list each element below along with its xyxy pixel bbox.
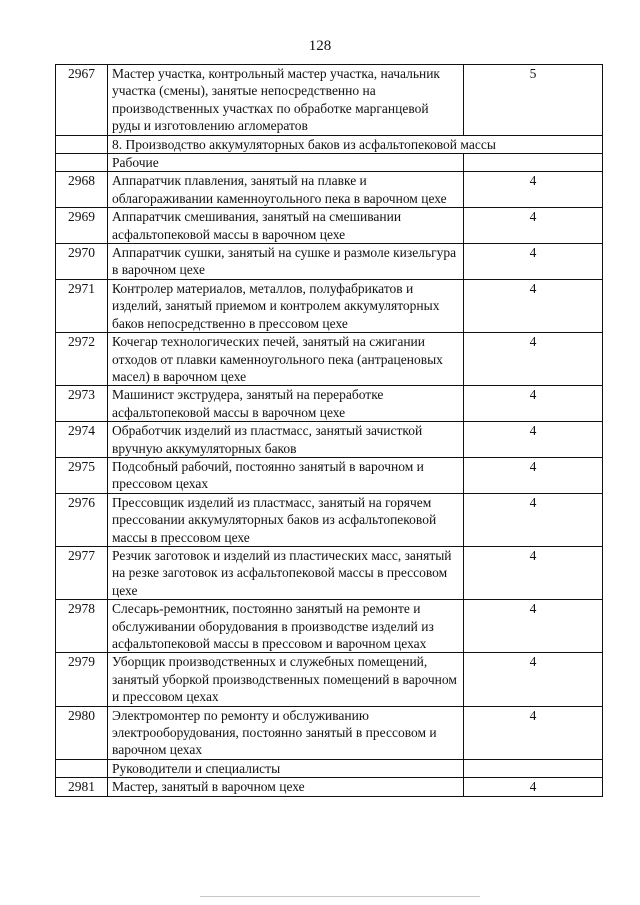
row-value: 4 [464, 208, 603, 244]
row-title: Электромонтер по ремонту и обслуживанию электрооборудования, постоянно занятый в прессовом и варочном цехах [108, 706, 464, 759]
table-row [56, 600, 603, 653]
section-row [56, 759, 603, 777]
row-title: Слесарь-ремонтник, постоянно занятый на ремонте и обслуживании оборудования в производстве изделий из асфальтопековой массы в прессовом и варочном цехах [108, 600, 464, 653]
row-value: 4 [464, 706, 603, 759]
row-title: Аппаратчик сушки, занятый на сушке и размоле кизельгура в варочном цехе [108, 244, 464, 280]
row-number: 2980 [56, 706, 108, 759]
document-table [55, 64, 603, 797]
row-value: 5 [464, 65, 603, 136]
empty-cell [464, 759, 603, 777]
row-number: 2975 [56, 457, 108, 493]
row-number: 2981 [56, 778, 108, 796]
table-row [56, 172, 603, 208]
row-value: 4 [464, 546, 603, 599]
row-title: Контролер материалов, металлов, полуфабрикатов и изделий, занятый приемом и контролем аккумуляторных баков непосредственно в прессовом цехе [108, 279, 464, 332]
table-row [56, 422, 603, 458]
table-row [56, 493, 603, 546]
row-number: 2972 [56, 333, 108, 386]
table-row [56, 386, 603, 422]
row-title: Мастер, занятый в варочном цехе [108, 778, 464, 796]
row-title: Обработчик изделий из пластмасс, занятый зачисткой вручную аккумуляторных баков [108, 422, 464, 458]
row-title: Прессовщик изделий из пластмасс, занятый на горячем прессовании аккумуляторных баков из асфальтопековой массы в прессовом цехе [108, 493, 464, 546]
row-number: 2978 [56, 600, 108, 653]
row-number: 2968 [56, 172, 108, 208]
empty-cell [56, 154, 108, 172]
row-title: Аппаратчик смешивания, занятый на смешивании асфальтопековой массы в варочном цехе [108, 208, 464, 244]
row-value: 4 [464, 333, 603, 386]
row-title: Уборщик производственных и служебных помещений, занятый уборкой производственных помещений в варочном и прессовом цехах [108, 653, 464, 706]
scan-edge-line [200, 896, 480, 897]
table-row [56, 546, 603, 599]
row-value: 4 [464, 457, 603, 493]
table-row [56, 457, 603, 493]
table-row [56, 65, 603, 136]
table-row [56, 706, 603, 759]
table-row [56, 279, 603, 332]
row-title: Кочегар технологических печей, занятый на сжигании отходов от плавки каменноугольного пека (антраценовых масел) в варочном цехе [108, 333, 464, 386]
empty-cell [56, 135, 108, 153]
table-row [56, 244, 603, 280]
row-title: Мастер участка, контрольный мастер участка, начальник участка (смены), занятые непосредственно на производственных участках по обработке марганцевой руды и изготовлению агломератов [108, 65, 464, 136]
row-title: Резчик заготовок и изделий из пластических масс, занятый на резке заготовок из асфальтопековой массы в прессовом цехе [108, 546, 464, 599]
row-value: 4 [464, 653, 603, 706]
row-number: 2970 [56, 244, 108, 280]
section-row [56, 135, 603, 153]
row-number: 2967 [56, 65, 108, 136]
section-row [56, 154, 603, 172]
row-value: 4 [464, 172, 603, 208]
row-number: 2979 [56, 653, 108, 706]
section-heading: 8. Производство аккумуляторных баков из асфальтопековой массы [108, 135, 603, 153]
table-row [56, 778, 603, 796]
table-body [56, 65, 603, 797]
table-row [56, 653, 603, 706]
row-value: 4 [464, 493, 603, 546]
row-number: 2969 [56, 208, 108, 244]
empty-cell [464, 154, 603, 172]
table-row [56, 208, 603, 244]
row-title: Подсобный рабочий, постоянно занятый в варочном и прессовом цехах [108, 457, 464, 493]
page-number: 128 [308, 38, 332, 54]
row-value: 4 [464, 422, 603, 458]
row-number: 2973 [56, 386, 108, 422]
row-value: 4 [464, 600, 603, 653]
row-number: 2974 [56, 422, 108, 458]
row-value: 4 [464, 279, 603, 332]
row-value: 4 [464, 244, 603, 280]
row-title: Аппаратчик плавления, занятый на плавке и облагораживании каменноугольного пека в варочном цехе [108, 172, 464, 208]
section-heading: Рабочие [108, 154, 464, 172]
empty-cell [56, 759, 108, 777]
section-heading: Руководители и специалисты [108, 759, 464, 777]
table-row [56, 333, 603, 386]
row-number: 2977 [56, 546, 108, 599]
row-number: 2976 [56, 493, 108, 546]
row-number: 2971 [56, 279, 108, 332]
row-value: 4 [464, 778, 603, 796]
row-value: 4 [464, 386, 603, 422]
row-title: Машинист экструдера, занятый на переработке асфальтопековой массы в варочном цехе [108, 386, 464, 422]
